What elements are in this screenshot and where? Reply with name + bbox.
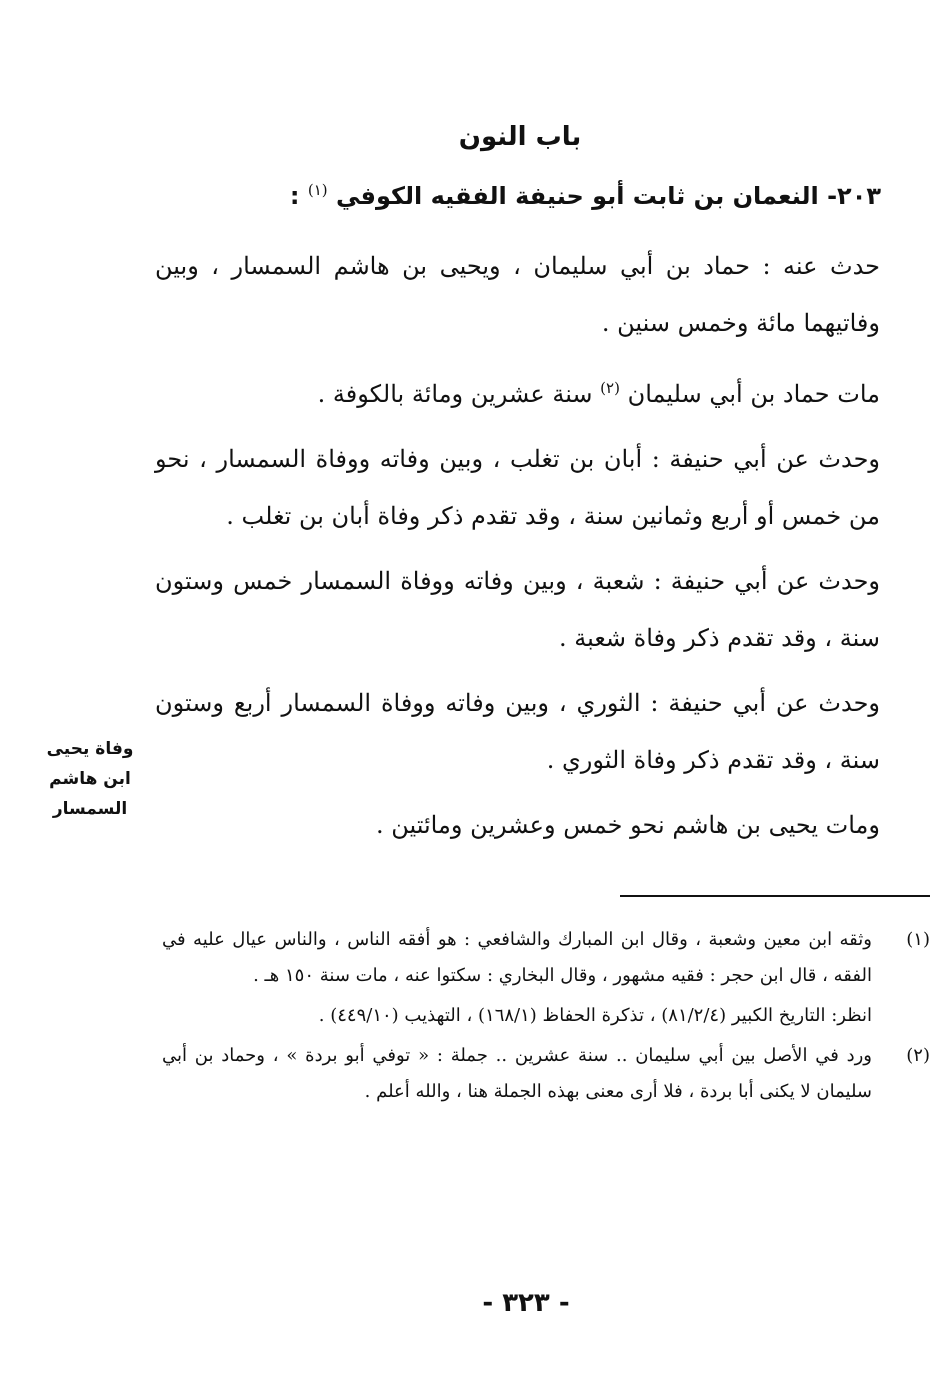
margin-note-line-2: ابن هاشم xyxy=(49,769,131,789)
body-text xyxy=(155,238,880,862)
entry-heading xyxy=(289,181,881,210)
footnotes xyxy=(162,922,930,1114)
footnote-1-number: (١) xyxy=(906,929,930,950)
footnote-ref-2[interactable]: (٢) xyxy=(600,379,620,397)
footnote-1 xyxy=(162,922,930,994)
paragraph-3: وحدث عن أبي حنيفة : أبان بن تغلب ، وبين وفاته ووفاة السمسار ، نحو من خمس أو أربع وثمانين سنة ، وقد تقدم ذكر وفاة أبان بن تغلب . xyxy=(155,445,880,530)
footnote-divider xyxy=(620,895,930,897)
footnote-1-text: وثقه ابن معين وشعبة ، وقال ابن المبارك والشافعي : هو أفقه الناس ، والناس عيال عليه في الفقه ، قال ابن حجر : فقيه مشهور ، وقال البخاري : سكتوا عنه ، مات سنة ١٥٠ هـ . xyxy=(162,929,872,986)
footnote-2-number: (٢) xyxy=(906,1045,930,1066)
margin-note-line-3: السمسار xyxy=(52,799,128,819)
paragraph-1: حدث عنه : حماد بن أبي سليمان ، ويحيى بن هاشم السمسار ، وبين وفاتيهما مائة وخمس سنين . xyxy=(155,252,880,337)
footnote-2-text: ورد في الأصل بين أبي سليمان .. سنة عشرين .. جملة : « توفي أبو بردة » ، وحماد بن أبي سليمان لا يكنى أبا بردة ، فلا أرى معنى بهذه الجملة هنا ، والله أعلم . xyxy=(162,1045,872,1102)
paragraph-5: وحدث عن أبي حنيفة : الثوري ، وبين وفاته ووفاة السمسار أربع وستون سنة ، وقد تقدم ذكر وفاة الثوري . xyxy=(155,689,880,774)
margin-note-line-1: وفاة يحيى xyxy=(46,739,134,759)
footnote-2 xyxy=(162,1038,930,1110)
paragraph-2 xyxy=(155,360,880,423)
chapter-title: باب النون xyxy=(458,122,582,152)
paragraph-2-tail: سنة عشرين ومائة بالكوفة . xyxy=(317,380,601,408)
footnote-1-sources: انظر: التاريخ الكبير (٨١/٢/٤) ، تذكرة الحفاظ (١٦٨/١) ، التهذيب (٤٤٩/١٠) . xyxy=(318,1005,872,1026)
paragraph-2-text: مات حماد بن أبي سليمان xyxy=(627,380,880,408)
paragraph-4: وحدث عن أبي حنيفة : شعبة ، وبين وفاته ووفاة السمسار خمس وستون سنة ، وقد تقدم ذكر وفاة شعبة . xyxy=(155,567,880,652)
entry-heading-tail: : xyxy=(289,182,308,210)
entry-heading-text: ٢٠٣- النعمان بن ثابت أبو حنيفة الفقيه الكوفي xyxy=(336,182,881,210)
page-number: - ٣٢٣ - xyxy=(482,1288,570,1318)
footnote-ref-1[interactable]: (١) xyxy=(307,181,328,199)
margin-note xyxy=(30,734,150,824)
paragraph-6: ومات يحيى بن هاشم نحو خمس وعشرين ومائتين . xyxy=(375,811,880,839)
